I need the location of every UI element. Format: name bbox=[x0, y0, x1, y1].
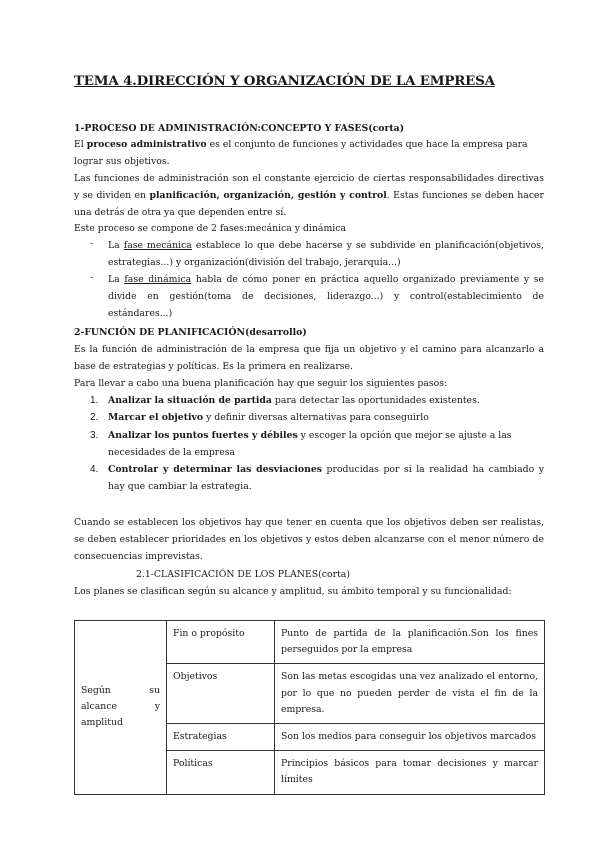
step-2 bbox=[108, 410, 544, 427]
table-cell-value: Principios básicos para tomar decisiones y marcar límites bbox=[275, 751, 545, 794]
section-1-paragraph-2 bbox=[74, 171, 544, 221]
text: La bbox=[108, 240, 124, 251]
text: El bbox=[74, 139, 87, 150]
text: producidas por si la realidad ha cambiado y hay que cambiar la estrategia. bbox=[108, 464, 544, 492]
bold-term: Analizar la situación de partida bbox=[108, 395, 272, 406]
bullet-fase-dinamica bbox=[108, 272, 544, 322]
step-number: 2. bbox=[90, 412, 99, 423]
text: es el conjunto de funciones y actividades que hace la empresa para lograr sus objetivos. bbox=[74, 139, 528, 167]
text: y definir diversas alternativas para conseguirlo bbox=[203, 412, 429, 423]
table-cell-value: Son los medios para conseguir los objetivos marcados bbox=[275, 724, 545, 751]
text: habla de cómo poner en práctica aquello organizado previamente y se divide en gestión(toma de decisiones, liderazgo...) y control(establecimiento de estándares...) bbox=[108, 274, 545, 319]
underlined-term: fase dinámica bbox=[124, 274, 192, 285]
step-number: 3. bbox=[90, 430, 99, 441]
section-1-paragraph-3: Este proceso se compone de 2 fases:mecánica y dinámica bbox=[74, 223, 346, 234]
step-number: 1. bbox=[90, 395, 99, 406]
text: para detectar las oportunidades existentes. bbox=[271, 395, 480, 406]
section-2-paragraph-3: Cuando se establecen los objetivos hay que tener en cuenta que los objetivos deben ser realistas, se deben establecer prioridades en los objetivos y estos deben alcanzarse con el menor número de consecuencias imprevistas. bbox=[74, 517, 544, 562]
planes-table bbox=[74, 620, 545, 795]
step-3 bbox=[108, 428, 544, 462]
table-cell-key: Políticas bbox=[167, 751, 275, 794]
bold-term: Marcar el objetivo bbox=[108, 412, 204, 423]
table-row-header: Según su alcance y amplitud bbox=[75, 621, 167, 795]
table-cell-key: Estrategias bbox=[167, 724, 275, 751]
step-1 bbox=[108, 393, 544, 410]
section-2-paragraph-2: Para llevar a cabo una buena planificación hay que seguir los siguientes pasos: bbox=[74, 378, 448, 389]
table-row bbox=[75, 621, 545, 664]
table-cell-value: Son las metas escogidas una vez analizado el entorno, por lo que no pueden perder de vista el fin de la empresa. bbox=[275, 664, 545, 724]
bold-term: Analizar los puntos fuertes y débiles bbox=[108, 430, 298, 441]
bullet-fase-mecanica bbox=[108, 238, 544, 272]
text: y escoger la opción que mejor se ajuste a las necesidades de la empresa bbox=[108, 430, 512, 458]
section-2-paragraph-4: Los planes se clasifican según su alcance y amplitud, su ámbito temporal y su funcionalidad: bbox=[74, 586, 512, 597]
text: Las funciones de administración son el constante ejercicio de ciertas responsabilidades directivas y se dividen en bbox=[74, 173, 544, 201]
page-title: TEMA 4.DIRECCIÓN Y ORGANIZACIÓN DE LA EMPRESA bbox=[74, 73, 495, 89]
bold-term: planificación, organización, gestión y control bbox=[149, 189, 387, 201]
section-2-paragraph-1: Es la función de administración de la empresa que fija un objetivo y el camino para alcanzarlo a base de estrategias y políticas. Es la primera en realizarse. bbox=[74, 344, 544, 372]
step-4 bbox=[108, 462, 544, 496]
bold-term: proceso administrativo bbox=[86, 139, 207, 150]
step-number: 4. bbox=[90, 464, 99, 475]
section-1-paragraph-1 bbox=[74, 137, 544, 171]
bullet-dash: - bbox=[90, 238, 94, 249]
section-1-heading: 1-PROCESO DE ADMINISTRACIÓN:CONCEPTO Y FASES(corta) bbox=[74, 123, 405, 134]
underlined-term: fase mecánica bbox=[123, 240, 192, 251]
subsection-2-1-heading: 2.1-CLASIFICACIÓN DE LOS PLANES(corta) bbox=[136, 569, 350, 580]
table-cell-value: Punto de partida de la planificación.Son los fines perseguidos por la empresa bbox=[275, 621, 545, 664]
text: La bbox=[108, 274, 125, 285]
table-cell-key: Fin o propósito bbox=[167, 621, 275, 664]
section-2-heading: 2-FUNCIÓN DE PLANIFICACIÓN(desarrollo) bbox=[74, 327, 307, 338]
bullet-dash: - bbox=[90, 272, 94, 283]
text: establece lo que debe hacerse y se subdivide en planificación(objetivos, estrategias...) y organización(división del trabajo, jerarquía...) bbox=[108, 240, 544, 268]
text: . Estas funciones se deben hacer una detrás de otra ya que dependen entre sí. bbox=[74, 189, 544, 218]
bold-term: Controlar y determinar las desviaciones bbox=[108, 464, 323, 475]
table-cell-key: Objetivos bbox=[167, 664, 275, 724]
